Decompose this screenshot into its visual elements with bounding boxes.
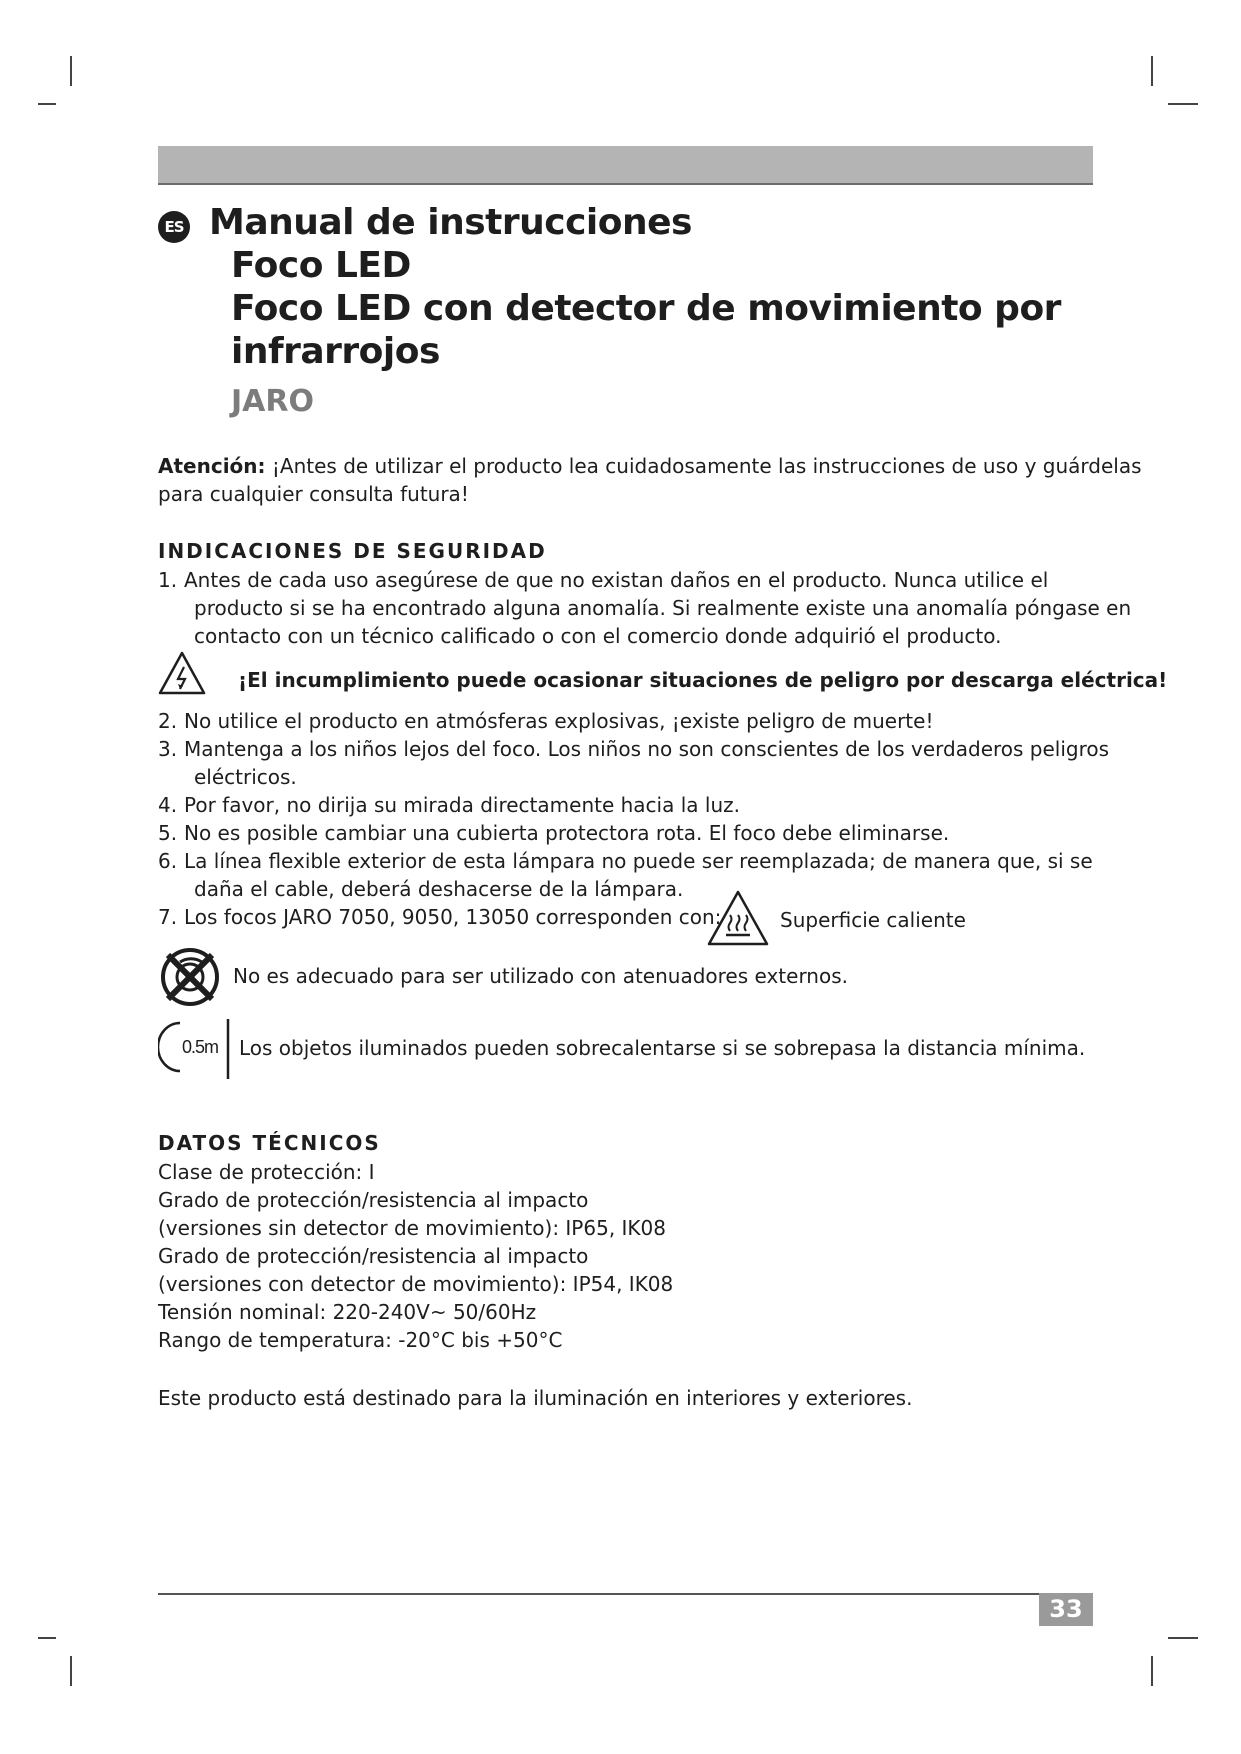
- attention-text: para cualquier consulta futura!: [158, 482, 469, 506]
- item-number: 1.: [158, 568, 178, 592]
- list-item: [158, 903, 1109, 931]
- list-item: [158, 791, 1109, 819]
- crop-mark: [1151, 1656, 1153, 1686]
- tech-line: Grado de protección/resistencia al impacto: [158, 1244, 589, 1268]
- min-distance-icon: [158, 1017, 232, 1081]
- item-text: eléctricos.: [194, 765, 297, 789]
- item-number: 7.: [158, 905, 178, 929]
- item-number: 4.: [158, 793, 178, 817]
- distance-text: Los objetos iluminados pueden sobrecalentarse si se sobrepasa la distancia mínima.: [239, 1036, 1086, 1060]
- no-dimmer-icon: [158, 946, 222, 1008]
- tech-line: Tensión nominal: 220-240V~ 50/60Hz: [158, 1300, 537, 1324]
- tech-line: Rango de temperatura: -20°C bis +50°C: [158, 1328, 563, 1352]
- usage-note: Este producto está destinado para la iluminación en interiores y exteriores.: [158, 1386, 913, 1410]
- page-title: Manual de instrucciones: [209, 202, 692, 243]
- tech-line: Grado de protección/resistencia al impacto: [158, 1188, 589, 1212]
- crop-mark: [1168, 103, 1198, 105]
- attention-label: Atención:: [158, 454, 266, 478]
- crop-mark: [38, 1637, 56, 1639]
- tech-line: (versiones sin detector de movimiento): IP65, IK08: [158, 1216, 666, 1240]
- model-name: JARO: [231, 384, 314, 419]
- item-number: 5.: [158, 821, 178, 845]
- item-text: No utilice el producto en atmósferas explosivas, ¡existe peligro de muerte!: [184, 709, 934, 733]
- tech-heading: DATOS TÉCNICOS: [158, 1131, 381, 1155]
- item-text: Los focos JARO 7050, 9050, 13050 corresponden con:: [184, 905, 722, 929]
- subtitle-line: Foco LED: [231, 245, 411, 286]
- item-text: Antes de cada uso asegúrese de que no existan daños en el producto. Nunca utilice el: [184, 568, 1049, 592]
- tech-line: (versiones con detector de movimiento): IP54, IK08: [158, 1272, 674, 1296]
- item-number: 3.: [158, 737, 178, 761]
- crop-mark: [1151, 56, 1153, 86]
- item-text: Mantenga a los niños lejos del foco. Los niños no son conscientes de los verdaderos peligros: [184, 737, 1110, 761]
- list-item: [158, 847, 1109, 875]
- tech-data-list: [158, 1158, 673, 1354]
- item-text: No es posible cambiar una cubierta protectora rota. El foco debe eliminarse.: [184, 821, 950, 845]
- subtitle-line: Foco LED con detector de movimiento por: [231, 288, 1061, 329]
- crop-mark: [1168, 1637, 1198, 1639]
- electric-shock-icon: [158, 651, 206, 695]
- list-item: [158, 819, 1109, 847]
- distance-symbol-label: 0.5m: [182, 1037, 219, 1057]
- list-items-group: [158, 707, 1109, 931]
- footer-line: [158, 1593, 1093, 1595]
- header-bar: [158, 146, 1093, 185]
- crop-mark: [70, 56, 72, 86]
- attention-paragraph: [158, 452, 1142, 508]
- item-text: La línea flexible exterior de esta lámpara no puede ser reemplazada; de manera que, si se: [184, 849, 1093, 873]
- safety-heading: INDICACIONES DE SEGURIDAD: [158, 539, 547, 563]
- no-dimmer-text: No es adecuado para ser utilizado con atenuadores externos.: [233, 964, 848, 988]
- crop-mark: [38, 103, 56, 105]
- item-number: 6.: [158, 849, 178, 873]
- item-number: 2.: [158, 709, 178, 733]
- item-text: contacto con un técnico calificado o con el comercio donde adquirió el producto.: [194, 624, 1002, 648]
- list-item: [158, 735, 1109, 763]
- item-text: Por favor, no dirija su mirada directamente hacia la luz.: [184, 793, 740, 817]
- language-badge: ES: [158, 211, 190, 243]
- tech-line: Clase de protección: I: [158, 1160, 375, 1184]
- list-item: [158, 566, 1131, 650]
- item-text: daña el cable, deberá deshacerse de la lámpara.: [194, 877, 684, 901]
- crop-mark: [70, 1656, 72, 1686]
- attention-text: ¡Antes de utilizar el producto lea cuidadosamente las instrucciones de uso y guárdelas: [271, 454, 1142, 478]
- hot-surface-label: Superficie caliente: [780, 908, 966, 932]
- hot-surface-icon: [706, 889, 770, 947]
- subtitle-line: infrarrojos: [231, 331, 440, 372]
- page-number: 33: [1039, 1593, 1093, 1626]
- electric-warning-text: ¡El incumplimiento puede ocasionar situaciones de peligro por descarga eléctrica!: [238, 668, 1168, 692]
- list-item: [158, 707, 1109, 735]
- item-text: producto si se ha encontrado alguna anomalía. Si realmente existe una anomalía póngase en: [194, 596, 1132, 620]
